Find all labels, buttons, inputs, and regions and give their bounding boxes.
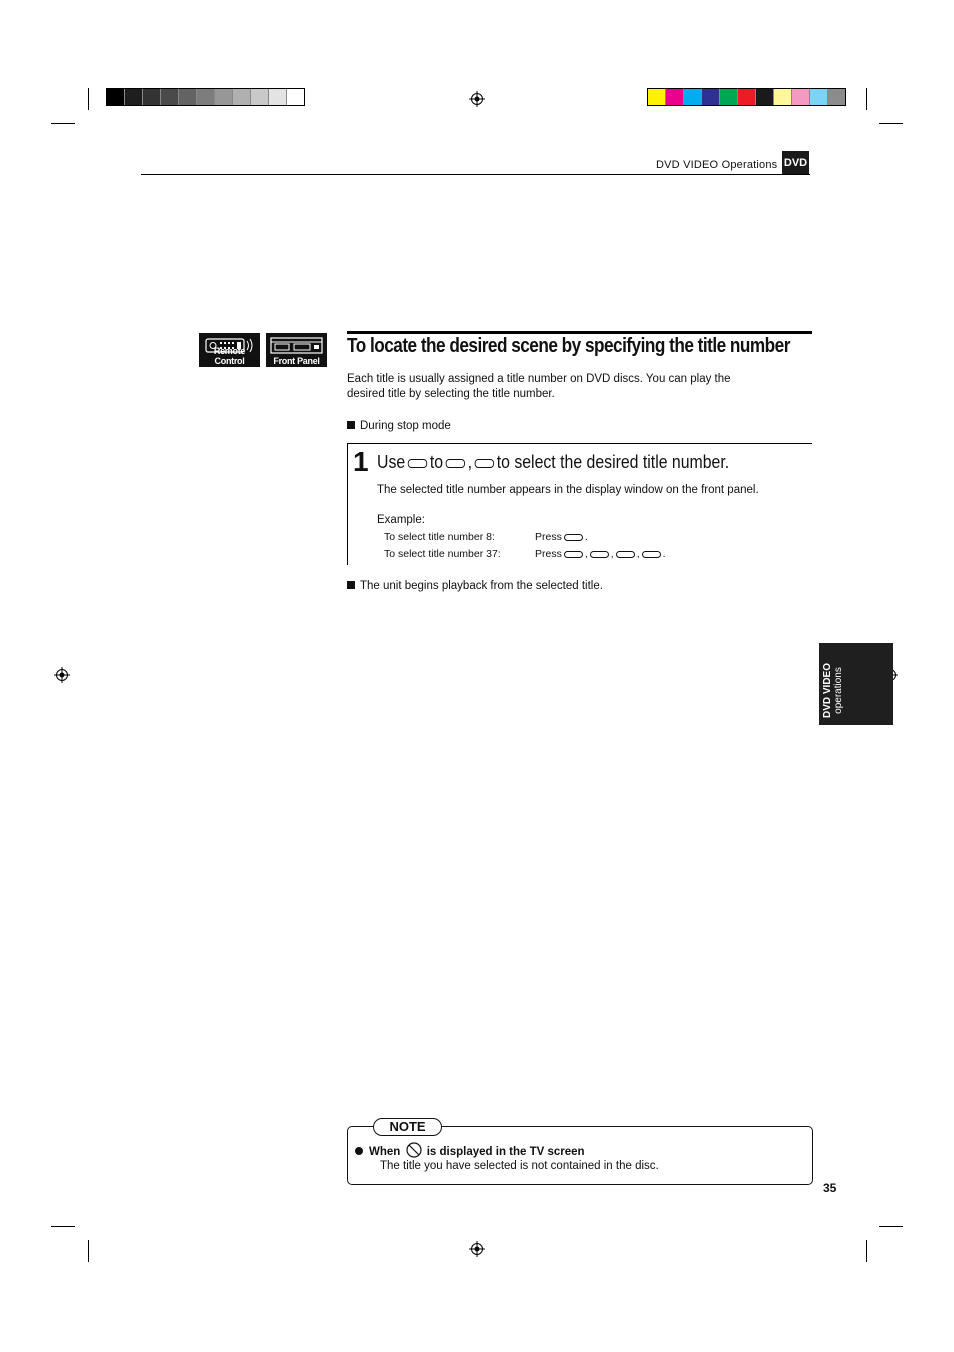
crop-mark [51,123,75,124]
side-tab-text [822,653,844,728]
number-key-icon [642,551,661,558]
step-description: The selected title number appears in the display window on the front panel. [377,484,759,496]
step-use-word: Use [377,452,406,472]
example-press: Press , , , . [535,548,666,560]
intro-line: Each title is usually assigned a title number on DVD discs. You can play the [347,373,731,385]
section-title: To locate the desired scene by specifying the title number [347,335,790,357]
bullet-dot-icon [355,1147,363,1155]
title-top-rule [347,331,812,334]
prohibited-icon [406,1142,422,1158]
color-swatch [792,89,810,105]
step-left-rule [347,443,348,565]
color-swatch [215,89,233,105]
example-press: Press . [535,531,588,543]
color-swatch [648,89,666,105]
number-key-icon [616,551,635,558]
registration-mark-icon [469,91,485,107]
page-number: 35 [823,1181,837,1195]
color-swatch [233,89,251,105]
example-label-text: To select title number 8: [384,531,495,543]
result-text: The unit begins playback from the selected title. [360,580,603,592]
crop-mark [51,1226,75,1227]
square-bullet-icon [347,421,355,429]
color-swatch [287,89,304,105]
result-note [347,579,603,594]
color-swatch [179,89,197,105]
crop-mark [879,1226,903,1227]
note-text: The title you have selected is not contained in the disc. [380,1160,659,1172]
condition-note [347,419,451,434]
color-swatch [810,89,828,105]
color-swatch [702,89,720,105]
color-swatch [269,89,287,105]
note-label: NOTE [373,1118,442,1136]
example-label-text: To select title number 37: [384,548,501,560]
color-swatch [756,89,774,105]
square-bullet-icon [347,581,355,589]
example-row [384,548,804,562]
side-section-tab [819,643,893,725]
step-rest: to select the desired title number. [496,452,730,472]
color-swatch [143,89,161,105]
crop-mark [866,1240,867,1262]
step-to-word: to [429,452,444,472]
header-rule [141,174,810,175]
number-key-icon [408,459,427,468]
side-tab-line: operations [833,667,844,714]
dvd-badge: DVD [782,151,809,175]
front-panel-icon [266,333,327,367]
side-tab-line: DVD VIDEO [822,663,833,719]
step-number: 1 [353,446,369,477]
example-label: Example: [377,514,425,526]
press-word: Press [535,531,562,543]
color-swatch [720,89,738,105]
crop-mark [879,123,903,124]
number-key-icon [475,459,494,468]
color-swatch [684,89,702,105]
step-comma: , [467,452,473,472]
crop-mark [866,88,867,110]
color-swatch [107,89,125,105]
crop-mark [88,1240,89,1262]
color-swatch [828,89,845,105]
color-swatch [161,89,179,105]
intro-text [347,372,731,402]
color-swatch [666,89,684,105]
step-instruction [377,452,729,473]
intro-line: desired title by selecting the title number. [347,388,555,400]
number-key-icon [564,551,583,558]
color-swatch [125,89,143,105]
gray-color-bar [106,88,305,106]
step-top-rule [347,443,812,444]
remote-control-label: Remote Control [213,346,246,366]
number-key-icon [564,534,583,541]
note-when: When [369,1146,401,1158]
number-key-icon [446,459,465,468]
color-bar [647,88,846,106]
color-swatch [774,89,792,105]
color-swatch [251,89,269,105]
press-word: Press [535,548,562,560]
registration-mark-icon [469,1241,485,1257]
condition-text: During stop mode [360,420,451,432]
note-heading [355,1142,585,1160]
example-row [384,531,804,545]
registration-mark-icon [54,667,70,683]
number-key-icon [590,551,609,558]
color-swatch [197,89,215,105]
crop-mark [88,88,89,110]
running-header: DVD VIDEO Operations [656,159,778,171]
note-condition: is displayed in the TV screen [426,1146,585,1158]
color-swatch [738,89,756,105]
remote-control-icon [199,333,260,367]
front-panel-label: Front Panel [273,356,320,366]
